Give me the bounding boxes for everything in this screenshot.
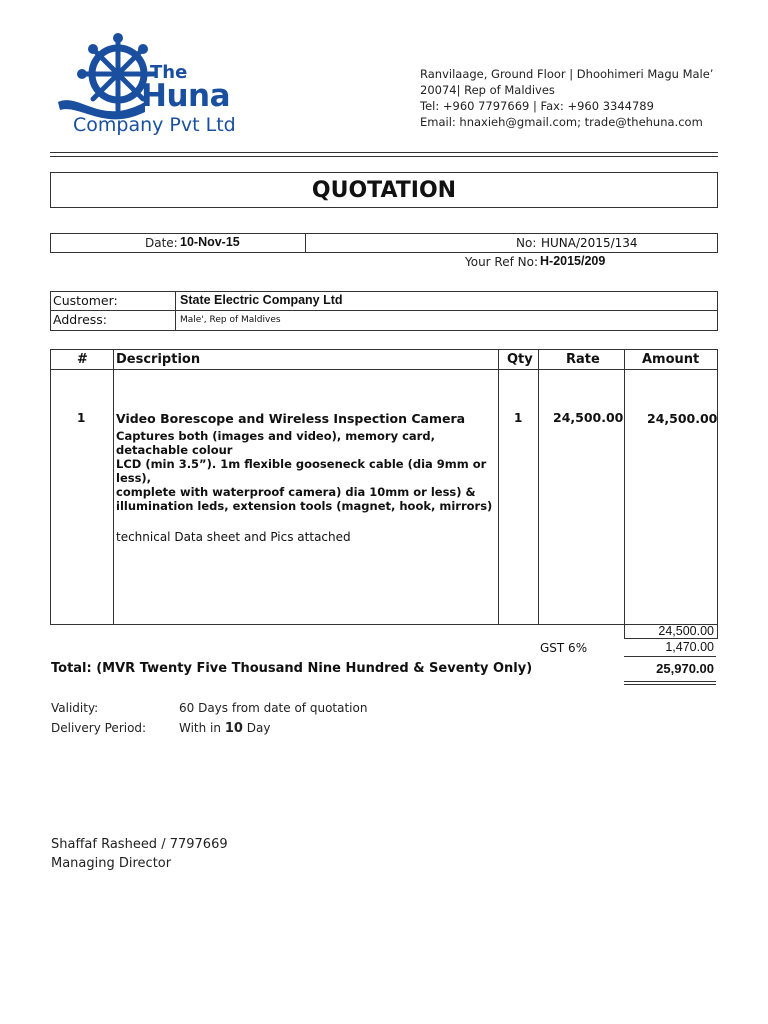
item-description-line: Captures both (images and video), memory card, detachable colour xyxy=(116,429,435,457)
gst-label: GST 6% xyxy=(540,641,588,655)
signatory-name: Shaffaf Rasheed / 7797669 xyxy=(51,837,228,852)
date-row-divider xyxy=(305,234,306,252)
customer-box xyxy=(50,291,718,331)
item-description-line: illumination leds, extension tools (magnet, hook, mirrors) xyxy=(116,499,493,513)
customer-name: State Electric Company Ltd xyxy=(180,293,343,307)
company-address-line2: 20074| Rep of Maldives xyxy=(420,83,555,97)
col-divider xyxy=(498,350,499,624)
customer-address: Male', Rep of Maldives xyxy=(180,315,281,325)
header-rule-thin xyxy=(50,156,718,157)
item-description-line: complete with waterproof camera) dia 10mm or less) & xyxy=(116,485,476,499)
delivery-days: 10 xyxy=(224,721,243,736)
header-number: # xyxy=(77,352,88,367)
item-description xyxy=(116,429,496,513)
item-title: Video Borescope and Wireless Inspection Camera xyxy=(116,411,466,426)
customer-label: Customer: xyxy=(53,293,118,308)
delivery-suffix: Day xyxy=(246,721,271,735)
number-label: No: xyxy=(516,236,537,250)
total-value: 25,970.00 xyxy=(656,661,714,676)
address-label: Address: xyxy=(53,312,107,327)
items-table xyxy=(50,349,718,625)
col-divider xyxy=(624,350,625,624)
subtotal-value: 24,500.00 xyxy=(658,624,714,638)
delivery-prefix: With in xyxy=(179,721,221,735)
table-header-divider xyxy=(51,369,717,370)
header-description: Description xyxy=(116,352,201,367)
total-label: Total: (MVR Twenty Five Thousand Nine Hundred & Seventy Only) xyxy=(51,661,533,676)
validity-label: Validity: xyxy=(51,701,99,715)
item-rate: 24,500.00 xyxy=(553,410,624,425)
item-description-line: LCD (min 3.5”). 1m flexible gooseneck cable (dia 9mm or less), xyxy=(116,457,487,485)
col-divider xyxy=(538,350,539,624)
validity-value: 60 Days from date of quotation xyxy=(179,701,368,715)
logo-text-the: The xyxy=(150,62,188,83)
header-rule xyxy=(50,152,718,153)
item-qty: 1 xyxy=(514,411,523,425)
company-phone: Tel: +960 7797669 | Fax: +960 3344789 xyxy=(420,99,654,113)
signatory-title: Managing Director xyxy=(51,856,172,871)
col-divider xyxy=(113,350,114,624)
your-ref-label: Your Ref No: xyxy=(465,255,539,269)
header-qty: Qty xyxy=(507,352,533,367)
total-double-underline-2 xyxy=(624,684,716,685)
company-email: Email: hnaxieh@gmail.com; trade@thehuna.com xyxy=(420,115,703,129)
item-amount: 24,500.00 xyxy=(647,411,718,426)
your-ref-value: H-2015/209 xyxy=(540,254,606,268)
logo-text-company: Company Pvt Ltd xyxy=(73,114,236,136)
date-label: Date: xyxy=(145,236,178,250)
date-number-row xyxy=(50,233,718,253)
logo-text-huna: Huna xyxy=(141,78,231,114)
customer-box-vdivider xyxy=(175,292,176,330)
delivery-value xyxy=(179,721,270,736)
gst-value: 1,470.00 xyxy=(665,640,714,654)
row-number: 1 xyxy=(77,411,86,425)
customer-box-divider xyxy=(51,310,717,311)
item-note: technical Data sheet and Pics attached xyxy=(116,530,351,544)
delivery-label: Delivery Period: xyxy=(51,721,147,735)
company-address-line1: Ranvilaage, Ground Floor | Dhoohimeri Magu Male’ xyxy=(420,67,714,81)
total-double-underline xyxy=(624,681,716,682)
header-amount: Amount xyxy=(642,352,700,367)
date-value: 10-Nov-15 xyxy=(180,235,240,249)
gst-underline xyxy=(624,656,716,657)
number-value: HUNA/2015/134 xyxy=(541,236,638,250)
header-rate: Rate xyxy=(566,352,600,367)
document-title: QUOTATION xyxy=(50,172,718,208)
